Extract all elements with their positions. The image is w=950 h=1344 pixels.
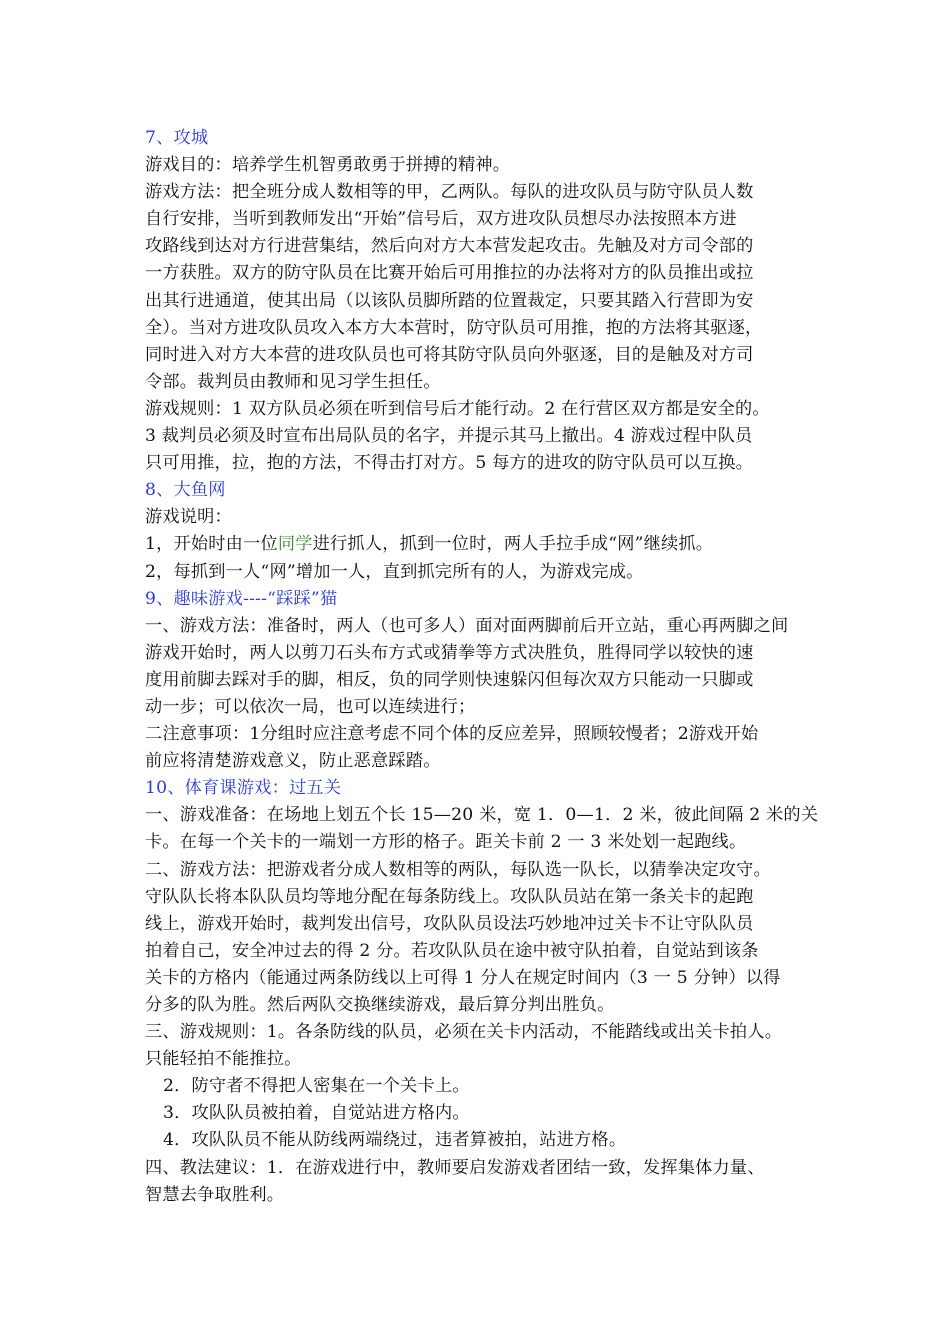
section-heading-five-passes: 10、体育课游戏：过五关 xyxy=(145,778,342,799)
paragraph-line: 同时进入对方大本营的进攻队员也可将其防守队员向外驱逐，目的是触及对方司 xyxy=(145,344,754,365)
paragraph-line: 3 裁判员必须及时宣布出局队员的名字，并提示其马上撤出。4 游戏过程中队员 xyxy=(145,426,753,447)
paragraph-line: 一方获胜。双方的防守队员在比赛开始后可用推拉的办法将对方的队员推出或拉 xyxy=(145,263,754,284)
paragraph-line: 游戏目的：培养学生机智勇敢勇于拼搏的精神。 xyxy=(145,155,511,176)
paragraph-line: 拍着自己，安全冲过去的得 2 分。若攻队队员在途中被守队拍着，自觉站到该条 xyxy=(145,940,759,961)
paragraph-line: 动一步；可以依次一局，也可以连续进行； xyxy=(145,696,476,717)
paragraph-line: 关卡的方格内（能通过两条防线以上可得 1 分人在规定时间内（3 一 5 分钟）以得 xyxy=(145,967,781,988)
paragraph-line: 四、教法建议：1．在游戏进行中，教师要启发游戏者团结一致，发挥集体力量、 xyxy=(145,1157,765,1178)
text-run: 1，开始时由一位 xyxy=(145,534,278,555)
paragraph-line: 二注意事项：1分组时应注意考虑不同个体的反应差异，照顾较慢者；2游戏开始 xyxy=(145,724,759,745)
paragraph-line: 游戏开始时，两人以剪刀石头布方式或猜拳等方式决胜负，胜得同学以较快的速 xyxy=(145,642,754,663)
paragraph-line: 线上，游戏开始时，裁判发出信号，攻队队员设法巧妙地冲过关卡不让守队队员 xyxy=(145,913,754,934)
paragraph-line: 智慧去争取胜利。 xyxy=(145,1184,285,1205)
paragraph-line: 三、游戏规则：1。各条防线的队员，必须在关卡内活动，不能踏线或出关卡拍人。 xyxy=(145,1022,783,1043)
paragraph-line: 游戏规则：1 双方队员必须在听到信号后才能行动。2 在行营区双方都是安全的。 xyxy=(145,398,770,419)
paragraph-line: 守队队长将本队队员均等地分配在每条防线上。攻队队员站在第一条关卡的起跑 xyxy=(145,886,754,907)
paragraph-line: 分多的队为胜。然后两队交换继续游戏，最后算分判出胜负。 xyxy=(145,995,615,1015)
paragraph-line: 出其行进通道，使其出局（以该队员脚所踏的位置裁定，只要其踏入行营即为安 xyxy=(145,290,754,311)
paragraph-line: 自行安排，当听到教师发出“开始”信号后，双方进攻队员想尽办法按照本方进 xyxy=(145,209,737,230)
paragraph-line: 全）。当对方进攻队员攻入本方大本营时，防守队员可用推，抱的方法将其驱逐， xyxy=(145,317,763,338)
paragraph-line: 前应将清楚游戏意义，防止恶意踩踏。 xyxy=(145,751,441,772)
paragraph-line: 一、游戏准备：在场地上划五个长 15—20 米，宽 1．0—1．2 米，彼此间隔 2 米的关 xyxy=(145,805,819,826)
paragraph-line: 攻路线到达对方行进营集结，然后向对方大本营发起攻击。先触及对方司令部的 xyxy=(145,236,754,257)
document-body xyxy=(145,125,825,1209)
paragraph-line: 2，每抓到一人“网”增加一人，直到抓完所有的人，为游戏完成。 xyxy=(145,561,644,582)
rule-item: 4．攻队队员不能从防线两端绕过，违者算被拍，站进方格。 xyxy=(163,1130,627,1151)
section-heading-siege: 7、攻城 xyxy=(145,128,209,148)
paragraph-line: 只可用推，拉，抱的方法，不得击打对方。5 每方的进攻的防守队员可以互换。 xyxy=(145,453,753,474)
paragraph-line: 只能轻拍不能推拉。 xyxy=(145,1049,302,1070)
classmate-link[interactable]: 同学 xyxy=(277,534,313,555)
rule-item: 2．防守者不得把人密集在一个关卡上。 xyxy=(163,1076,470,1097)
paragraph-line: 游戏说明： xyxy=(145,507,232,528)
paragraph-line: 令部。裁判员由教师和见习学生担任。 xyxy=(145,371,441,392)
rule-item: 3．攻队队员被拍着，自觉站进方格内。 xyxy=(163,1103,470,1124)
paragraph-line: 二、游戏方法：把游戏者分成人数相等的两队，每队选一队长，以猜拳决定攻守。 xyxy=(145,859,771,880)
paragraph-line xyxy=(145,531,825,558)
paragraph-line: 卡。在每一个关卡的一端划一方形的格子。距关卡前 2 一 3 米处划一起跑线。 xyxy=(145,832,747,853)
paragraph-line: 度用前脚去踩对手的脚，相反，负的同学则快速躲闪但每次双方只能动一只脚或 xyxy=(145,669,754,690)
paragraph-line: 游戏方法：把全班分成人数相等的甲，乙两队。每队的进攻队员与防守队员人数 xyxy=(145,182,754,203)
section-heading-step-cat: 9、趣味游戏----“踩踩”猫 xyxy=(145,588,338,609)
text-run: 进行抓人，抓到一位时，两人手拉手成“网”继续抓。 xyxy=(312,534,714,555)
section-heading-big-fish-net: 8、大鱼网 xyxy=(145,480,226,501)
paragraph-line: 一、游戏方法：准备时，两人（也可多人）面对面两脚前后开立站，重心再两脚之间 xyxy=(145,615,789,636)
